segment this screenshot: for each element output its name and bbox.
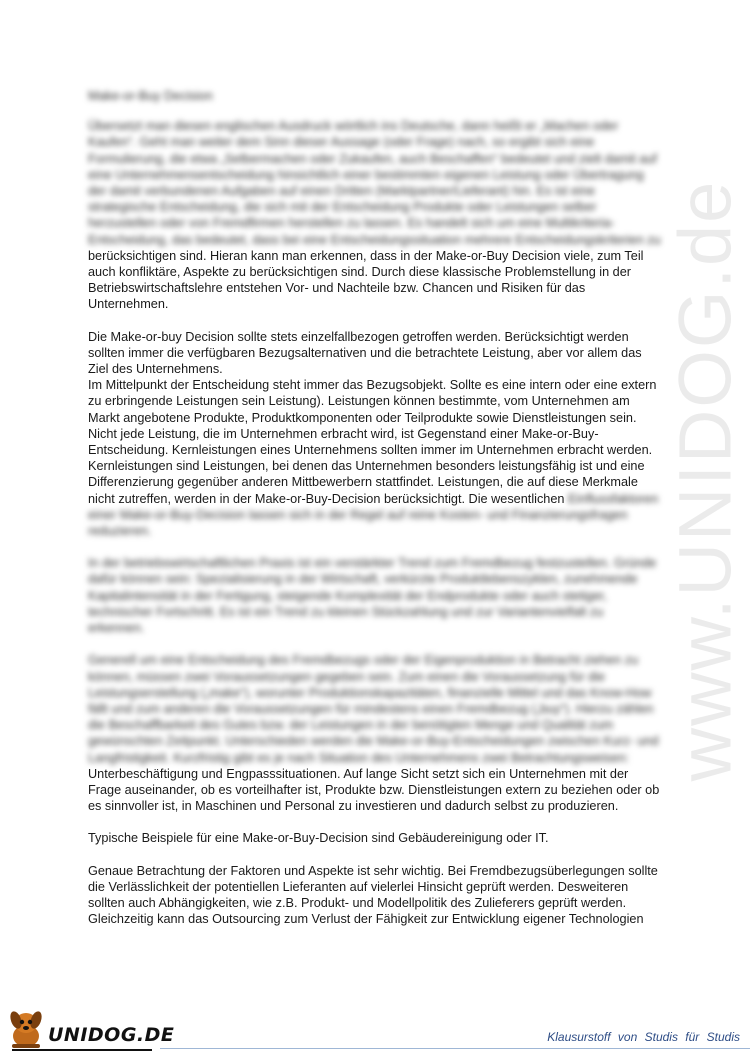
watermark [650,180,750,780]
footer-slogan: Klausurstoff von Studis für Studis [547,1030,740,1044]
paragraph-6 [88,830,663,846]
watermark-text: www.UNIDOG.de [663,179,747,781]
paragraph-text: berücksichtigen sind. Hieran kann man erkennen, dass in der Make-or-Buy Decision viele, zum Teil auch konfliktäre, Aspekte zu berücksichtigen sind. Durch diese klassische Problemstellung in der Betriebswirtschaftslehre entstehen Vor- und Nachteile bzw. Chancen und Risiken für das Unternehmen. [88,248,644,312]
blurred-text: In der betriebswirtschaftlichen Praxis ist ein verstärkter Trend zum Fremdbezug festzustellen. Gründe dafür können sein: Spezialisierung in der Wirtschaft, verkürzte Produktlebenszyklen, zunehmende Kapitalintensität in der Fertigung, steigende Komplexität der Endprodukte oder auch stetiger, technischer Fortschritt. Es ist ein Trend zu kleinen Stückzahlung und zur Variantenvielfalt zu erkennen. [88,556,657,636]
paragraph-5 [88,652,663,814]
blurred-text: Einflussfaktoren einer Make-or-Buy-Decision lassen sich in der Regel auf reine Kosten- und Finanzierungsfragen reduzieren. [88,491,659,539]
paragraph-text: Unterbeschäftigung und Engpasssituationen. Auf lange Sicht setzt sich ein Unternehmen mit der Frage auseinander, ob es vorteilhafter ist, Produkte bzw. Dienstleistungen extern zu beziehen oder ob es sinnvoller ist, in Maschinen und Personal zu investieren und dadurch selbst zu produzieren. [88,766,660,814]
paragraph-text: Typische Beispiele für eine Make-or-Buy-Decision sind Gebäudereinigung oder IT. [88,831,549,846]
logo-underline [12,1049,152,1051]
paragraph-2 [88,329,663,378]
logo-brand-text: UNIDOG.DE [48,1024,175,1046]
paragraph-7 [88,863,663,928]
blurred-text: Übersetzt man diesen englischen Ausdruck wörtlich ins Deutsche, dann heißt er „Machen oder Kaufen“. Geht man weiter dem Sinn dieser Aussage (oder Frage) nach, so ergibt sich eine Formulierung, die etwa „Selbermachen oder Zukaufen, auch Beschaffen“ bedeutet und zielt damit auf eine Unternehmensentscheidung hinsichtlich einer bestimmten eigenen Leistung oder Übertragung der damit verbundenen Aufgaben auf einen Dritten (Marktpartner/Lieferant) hin. Es ist eine strategische Entscheidung, die sich mit der Entscheidung Produkte oder Leistungen selber herzustellen oder von Fremdfirmen herstellen zu lassen. Es handelt sich um eine Multikriteria-Entscheidung, das bedeutet, dass bei eine Entscheidungssituation mehrere Entscheidungskriterien zu [88,119,661,247]
paragraph-4 [88,555,663,636]
paragraph-text: Genaue Betrachtung der Faktoren und Aspekte ist sehr wichtig. Bei Fremdbezugsüberlegungen sollte die Verlässlichkeit der potentiellen Lieferanten auf vielerlei Hinsicht geprüft werden. Desweiteren sollten auch Abhängigkeiten, wie z.B. Produkt- und Modellpolitik des Zulieferers geprüft werden. Gleichzeitig kann das Outsourcing zum Verlust der Fähigkeit zur Entwicklung eigener Technologien [88,863,658,927]
document-body [88,88,663,943]
paragraph-3 [88,377,663,539]
footer-divider [160,1048,750,1049]
blurred-text: Generell um eine Entscheidung des Fremdbezugs oder der Eigenproduktion in Betracht ziehen zu können, müssen zwei Voraussetzungen gegeben sein. Zum einen die Voraussetzung für die Leistungserstellung („make“), worunter Produktionskapazitäten, finanzielle Mittel und das Know-How fällt und zum anderen die Voraussetzungen für mindestens einen Fremdbezug („buy“). Hierzu zählen die Beschaffbarkeit des Gutes bzw. der Leistungen in der benötigten Menge und Qualität zum gewünschten Zeitpunkt. Unterschieden werden die Make-or-Buy-Entscheidungen zwischen Kurz- und Langfristigkeit. Kurzfristig gibt es je nach Situation des Unternehmens zwei Betrachtungsweisen: [88,653,659,765]
dog-mascot-icon [6,1006,46,1050]
paragraph-1 [88,118,663,312]
paragraph-text: Die Make-or-buy Decision sollte stets einzelfallbezogen getroffen werden. Berücksichtigt werden sollten immer die verfügbaren Bezugsalternativen und die betrachtete Leistung, aber vor allem das Ziel des Unternehmens. [88,329,642,377]
unidog-logo [6,1000,186,1050]
paragraph-text: Im Mittelpunkt der Entscheidung steht immer das Bezugsobjekt. Sollte es eine intern oder eine extern zu erbringende Leistungen sein Leistung). Leistungen können bestimmte, vom Unternehmen am Markt angebotene Produkte, Produktkomponenten oder Teilprodukte sowie Dienstleistungen sein. Nicht jede Leistung, die im Unternehmen erbracht wird, ist Gegenstand einer Make-or-Buy-Entscheidung. Kernleistungen eines Unternehmens sollten immer im Unternehmen erbracht werden. Kernleistungen sind Leistungen, bei denen das Unternehmen besonders leistungsfähig ist und eine Differenzierung gegenüber anderen Mittbewerbern stattfindet. Leistungen, die auf diese Merkmale nicht zutreffen, werden in der Make-or-Buy-Decision berücksichtigt. Die wesentlichen [88,378,657,506]
document-title: Make-or-Buy Decision [88,89,213,103]
